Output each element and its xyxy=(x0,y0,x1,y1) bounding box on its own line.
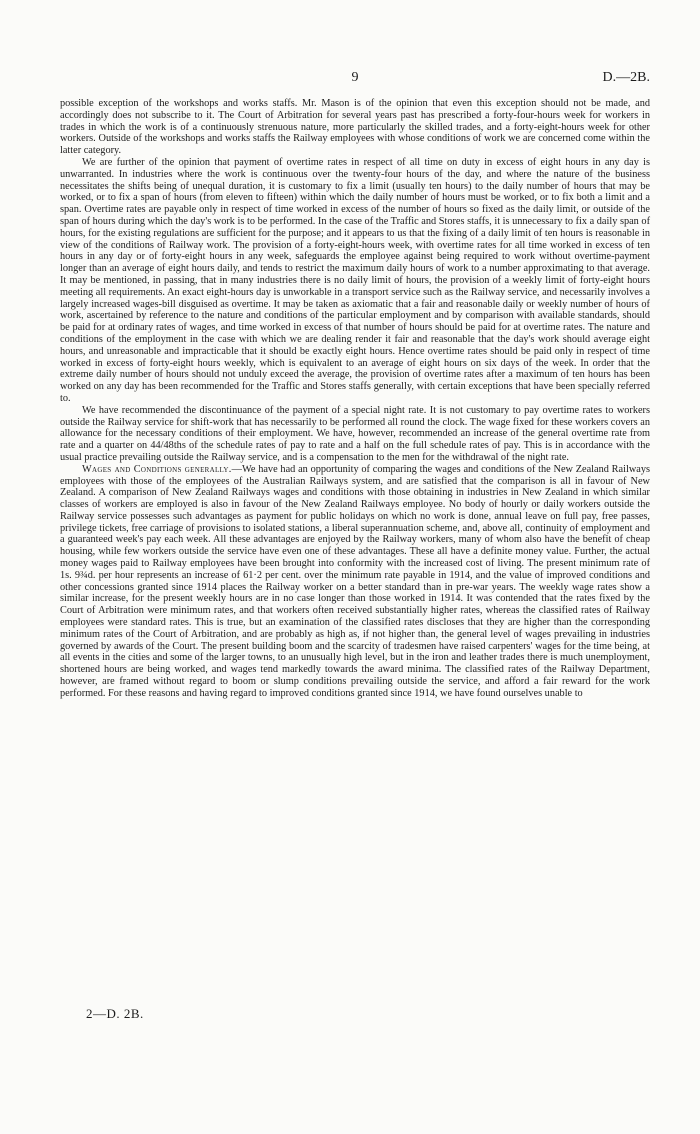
paragraph-night-rate xyxy=(60,405,650,464)
paragraph-wages-conditions xyxy=(60,464,650,700)
signature-mark: 2—D. 2B. xyxy=(86,1006,144,1021)
paragraph-text: —We have had an opportunity of comparing the wages and conditions of the New Zealand Railways employees with those of the employees of the Australian Railways system, and are satisfied that the comparison is all in favour of New Zealand. A comparison of New Zealand Railways wages and conditions with those obtaining in industries in New Zealand in which similar classes of workers are employed is also in favour of the New Zealand Railways employee. No body of hourly or daily workers outside the Railway service possesses such advantages as payment for public holidays on which no work is done, annual leave on full pay, free passes, privilege tickets, free carriage of provisions to isolated stations, a liberal superannuation scheme, and, above all, continuity of employment and a guaranteed week's pay each week. All these advantages are enjoyed by the Railway workers, many of whom also have the benefit of cheap housing, while few workers outside the service have even one of these advantages. These all have a definite money value. Further, the actual money wages paid to Railway employees have been brought into conformity with the increased cost of living. The present minimum rate of 1s. 9¾d. per hour represents an increase of 61·2 per cent. over the minimum rate payable in 1914, and the value of improved conditions and other concessions granted since 1914 places the Railway worker on a better standard than in pre-war years. The weekly wage rates show a similar increase, for the present weekly hours are in no case longer than those worked in 1914. It was contended that the rates fixed by the Court of Arbitration were minimum rates, and that workers often received substantially higher rates, whereas the classified rates of Railway employees were standard rates. This is true, but an examination of the classified rates discloses that they are higher than the corresponding minimum rates of the Court of Arbitration, and are probably as high as, if not higher than, the general level of wages prevailing in industries governed by awards of the Court. The present building boom and the scarcity of tradesmen have raised carpenters' wages for the time being, at all events in the cities and some of the larger towns, to an unusually high level, but in the iron and leather trades there is much unemployment, shortened hours are being worked, and wages tend markedly towards the award minima. The classified rates of the Railway Department, however, are framed without regard to boom or slump conditions prevailing outside the service, and afford a fair reward for the work performed. For these reasons and having regard to improved conditions granted since 1914, we have found ourselves unable to xyxy=(60,463,650,699)
paragraph-text: possible exception of the workshops and works staffs. Mr. Mason is of the opinion that even this exception should not be made, and accordingly does not subscribe to it. The Court of Arbitration for several years past has prescribed a forty-four-hours week for workers in trades in which the work is of a continuously strenuous nature, more particularly the skilled trades, and a forty-eight-hours week for other workers. Outside of the workshops and works staffs the Railway employees with whose conditions of work we are concerned come within the latter category. xyxy=(60,98,650,157)
paragraph-overtime-hours xyxy=(60,157,650,405)
paragraph-continuation xyxy=(60,98,650,157)
page-number: 9 xyxy=(351,70,359,85)
paragraph-text: We have recommended the discontinuance of the payment of a special night rate. It is not customary to pay overtime rates to workers outside the Railway service for shift-work that has necessarily to be performed all round the clock. The wage fixed for these workers covers an allowance for the necessary conditions of their employment. We have, however, recommended an increase of the general overtime rate from rate and a quarter on 44/48ths of the schedule rates of pay to rate and a half on the full schedule rates of pay. This is in accordance with the usual practice prevailing outside the Railway service, and is a compensation to the men for the withdrawal of the night rate. xyxy=(60,404,650,463)
paragraph-text: We are further of the opinion that payment of overtime rates in respect of all time on duty in excess of eight hours in any day is unwarranted. In industries where the work is continuous over the twenty-four hours of the day, and where the nature of the business necessitates the shifts being of unequal duration, it is customary to fix a limit (usually ten hours) to the daily number of hours that may be worked, or to fix a span of hours (from eleven to fifteen) within which the daily number of hours must be worked, or to fix both a limit and a span. Overtime rates are payable only in respect of time worked in excess of the number of hours so fixed as the daily limit, or outside of the span of hours during which the day's work is to be performed. In the case of the Traffic and Stores staffs, it is unnecessary to fix a daily span of hours, for the existing regulations are sufficient for the purpose; and it appears to us that the fixing of a daily limit of ten hours is reasonable in view of the conditions of Railway work. The provision of a forty-eight-hours week, with overtime rates for all time worked in excess of ten hours in any day or of forty-eight hours in any week, safeguards the employee against being required to work without overtime-payment longer than an average of eight hours daily, and tends to restrict the maximum daily hours of work to a number approximating to that average. It may be mentioned, in passing, that in many industries there is no daily limit of hours, the provision of a weekly limit of forty-eight hours meeting all requirements. An exact eight-hours day is unworkable in a transport service such as the Railway service, and necessarily involves a largely increased wages-bill disguised as overtime. It may be taken as axiomatic that a fair and reasonable daily or weekly number of hours of work, ascertained by reference to the nature and conditions of the particular employment and by comparison with available standards, should be paid for at ordinary rates of wages, and time worked in excess of that number of hours should be paid for at overtime rates. The nature and conditions of the employment in the case with which we are dealing render it fair and reasonable that the day's work should average eight hours, and unreasonable and impracticable that it should be exactly eight hours. Hence overtime rates should be paid only in respect of time worked in excess of forty-eight hours weekly, which is equivalent to an average of eight hours on six days of the week. In order that the extreme daily number of hours should not unduly exceed the average, the provision of overtime rates after a maximum of ten hours has been worked on any day has been recommended for the Traffic and Stores staffs generally, with certain exceptions that have been specially referred to. xyxy=(60,156,650,404)
page-header xyxy=(60,70,650,90)
section-lead-heading: Wages and Conditions generally. xyxy=(82,463,232,475)
document-reference: D.—2B. xyxy=(602,70,650,85)
body-text xyxy=(60,98,650,700)
